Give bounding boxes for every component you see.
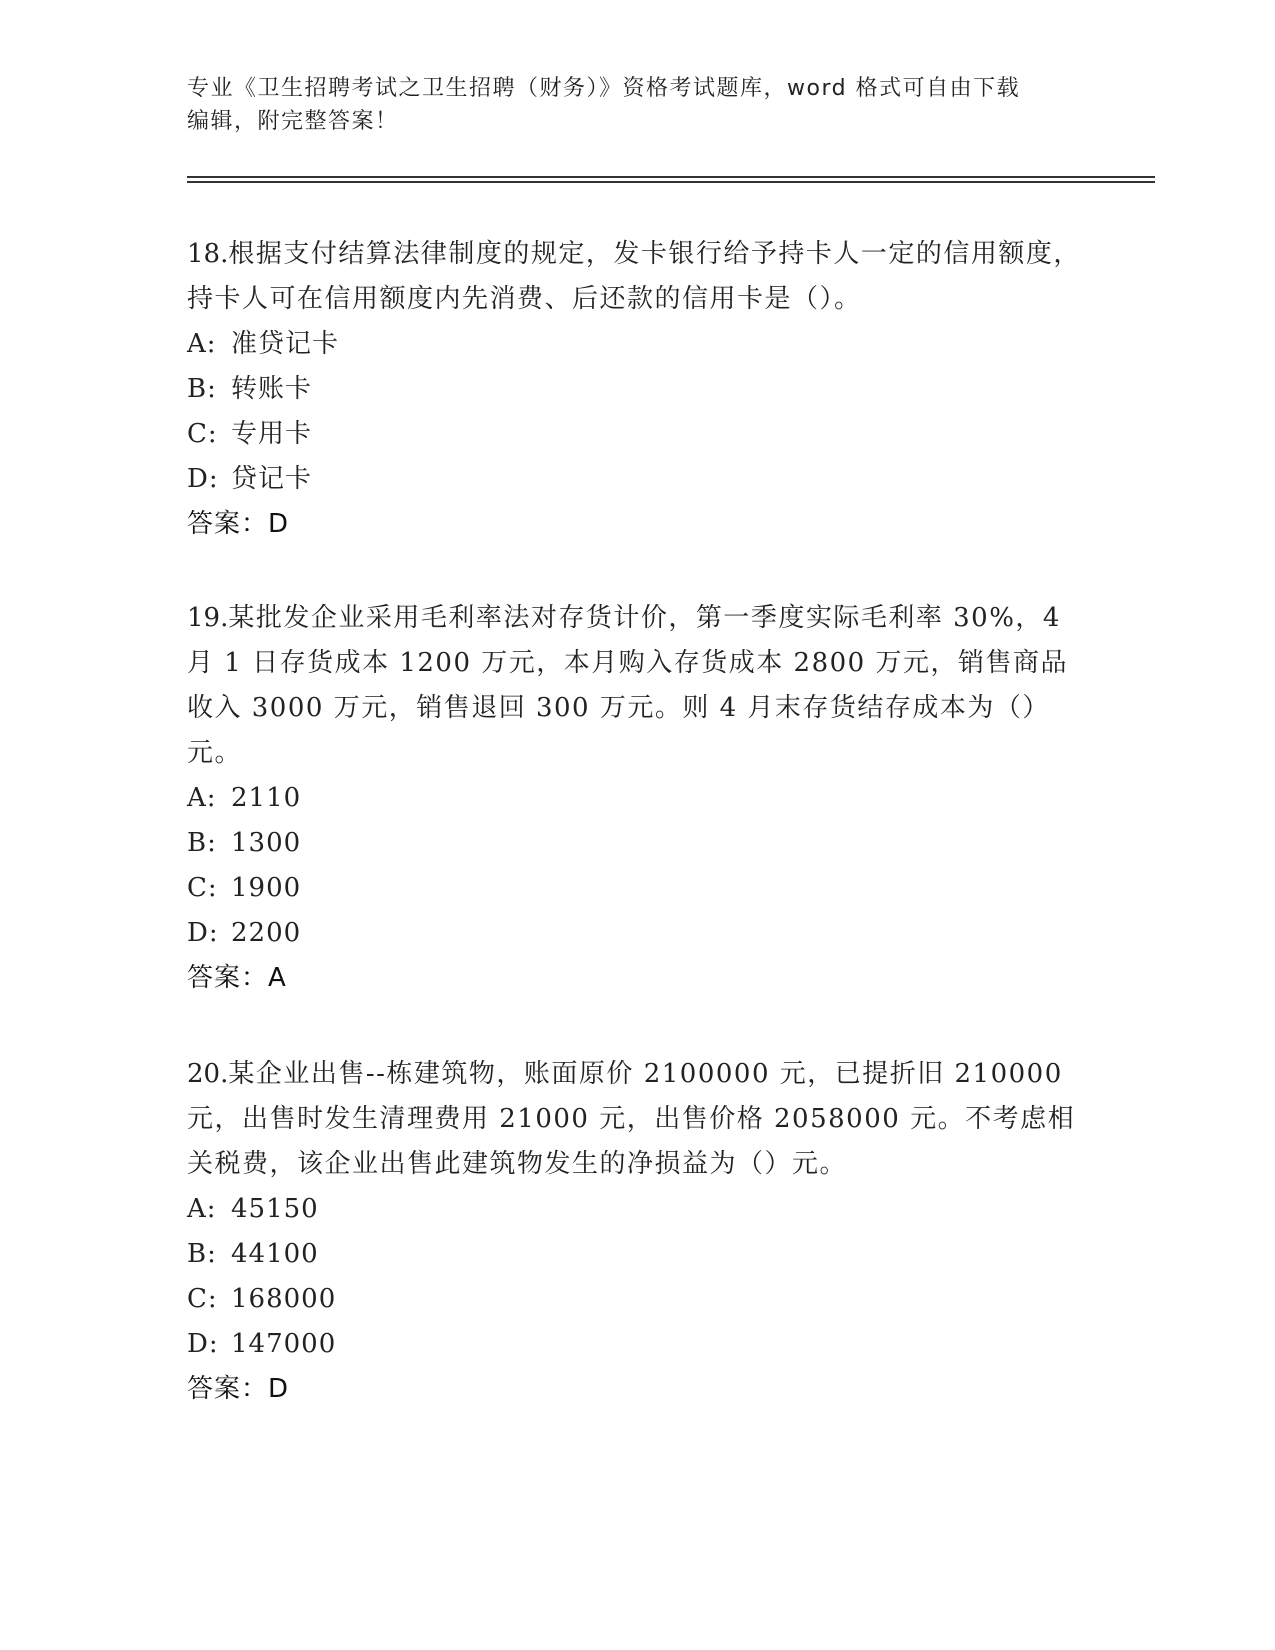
answer-line: 答案：D: [187, 509, 290, 539]
answer-line: 答案：A: [187, 963, 287, 993]
option-text: 168000: [231, 1284, 337, 1314]
option-letter: B:: [187, 1239, 217, 1269]
option-a: [187, 776, 1087, 821]
option-letter: B:: [187, 828, 217, 858]
question-19: [187, 596, 1087, 1001]
option-text: 专用卡: [231, 419, 313, 449]
question-text: 根据支付结算法律制度的规定，发卡银行给予持卡人一定的信用额度，持卡人可在信用额度内先消费、后还款的信用卡是（）。: [187, 239, 1081, 314]
option-c: [187, 866, 1087, 911]
option-letter: C:: [187, 419, 218, 449]
option-letter: A:: [187, 783, 217, 813]
question-20: [187, 1052, 1087, 1412]
answer-line: 答案：D: [187, 1374, 290, 1404]
option-letter: C:: [187, 1284, 218, 1314]
header-line-1: 专业《卫生招聘考试之卫生招聘（财务）》资格考试题库，word 格式可自由下载: [187, 76, 1021, 101]
option-letter: D:: [187, 1329, 219, 1359]
question-stem: [187, 232, 1087, 322]
option-b: [187, 367, 1087, 412]
option-b: [187, 821, 1087, 866]
option-a: [187, 1187, 1087, 1232]
option-text: 1900: [231, 873, 302, 903]
option-text: 2200: [231, 918, 302, 948]
option-letter: A:: [187, 329, 217, 359]
question-text: 某批发企业采用毛利率法对存货计价，第一季度实际毛利率 30%，4 月 1 日存货成本 1200 万元，本月购入存货成本 2800 万元，销售商品收入 3000 万元，销售退回 300 万元。则 4 月末存货结存成本为（）元。: [187, 603, 1068, 768]
question-text: 某企业出售--栋建筑物，账面原价 2100000 元，已提折旧 210000 元，出售时发生清理费用 21000 元，出售价格 2058000 元。不考虑相关税费，该企业出售此建筑物发生的净损益为（）元。: [187, 1059, 1076, 1179]
question-stem: [187, 1052, 1087, 1187]
option-text: 2110: [231, 783, 302, 813]
question-number: 20.: [187, 1059, 229, 1089]
option-letter: B:: [187, 374, 217, 404]
option-text: 45150: [231, 1194, 319, 1224]
question-number: 19.: [187, 603, 229, 633]
option-letter: D:: [187, 464, 219, 494]
header-divider-bottom: [187, 181, 1155, 183]
option-letter: D:: [187, 918, 219, 948]
question-number: 18.: [187, 239, 229, 269]
option-text: 44100: [231, 1239, 319, 1269]
option-c: [187, 412, 1087, 457]
document-header: [187, 72, 1087, 138]
option-text: 准贷记卡: [231, 329, 340, 359]
option-text: 转账卡: [231, 374, 313, 404]
option-a: [187, 322, 1087, 367]
option-d: [187, 1322, 1087, 1367]
header-divider-top: [187, 176, 1155, 178]
option-letter: A:: [187, 1194, 217, 1224]
option-b: [187, 1232, 1087, 1277]
option-d: [187, 911, 1087, 956]
option-text: 1300: [231, 828, 302, 858]
question-stem: [187, 596, 1087, 776]
question-18: [187, 232, 1087, 547]
option-d: [187, 457, 1087, 502]
option-letter: C:: [187, 873, 218, 903]
option-c: [187, 1277, 1087, 1322]
option-text: 贷记卡: [231, 464, 313, 494]
option-text: 147000: [231, 1329, 337, 1359]
header-line-2: 编辑，附完整答案！: [187, 109, 399, 134]
